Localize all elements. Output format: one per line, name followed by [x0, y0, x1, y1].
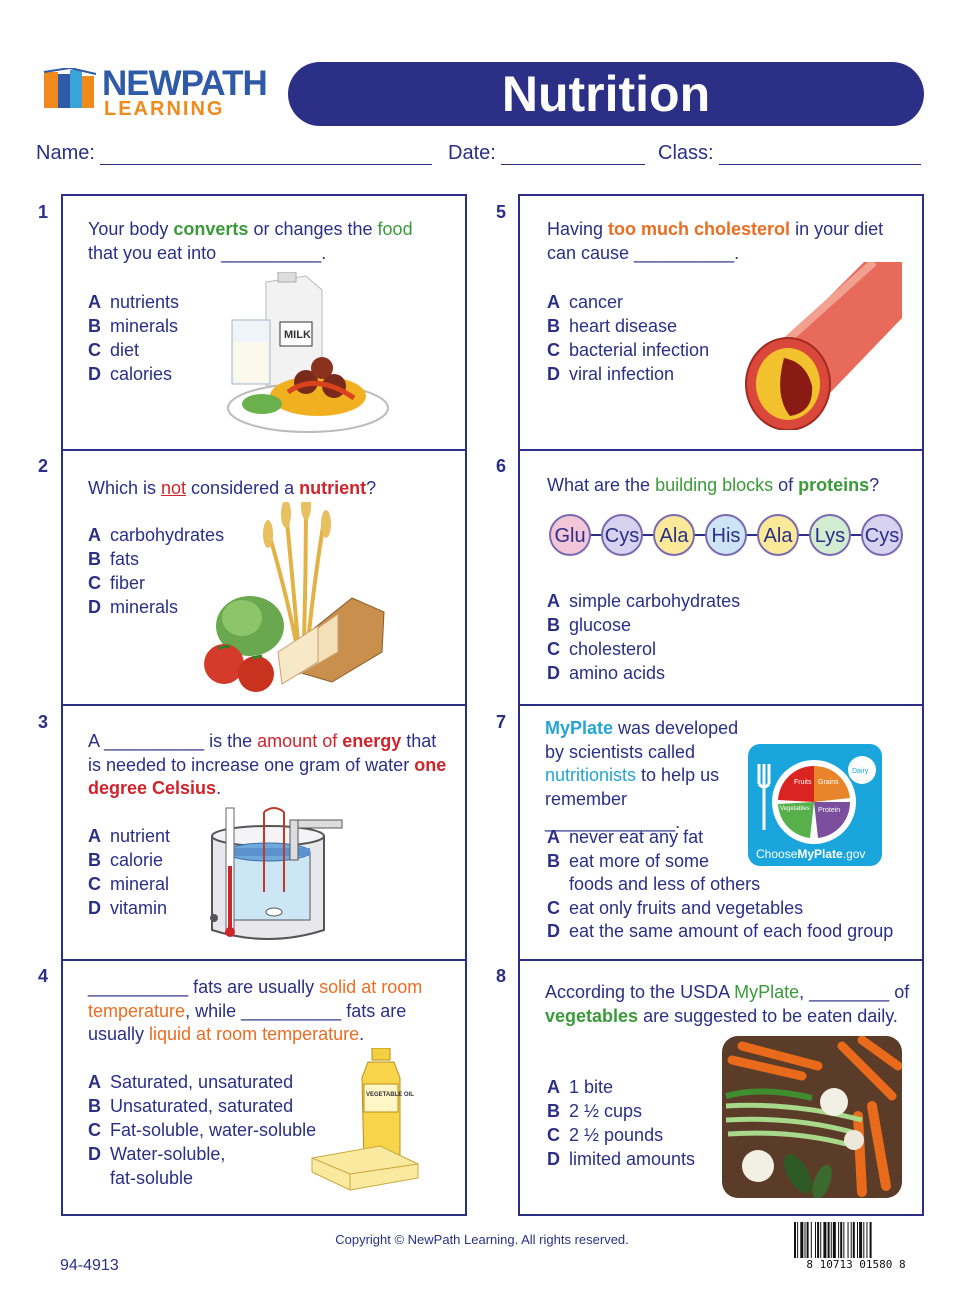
amino-acid-his: [706, 515, 746, 555]
copyright-notice: Copyright © NewPath Learning. All rights reserved.: [335, 1232, 629, 1247]
barcode-bar: [870, 1222, 872, 1258]
option-b[interactable]: B minerals: [88, 316, 179, 336]
barcode-bar: [866, 1222, 867, 1258]
option-d[interactable]: D minerals: [88, 597, 179, 617]
amino-acid-glu: [550, 515, 590, 555]
barcode-bar: [817, 1222, 819, 1258]
barcode-bar: [828, 1222, 830, 1258]
amino-acid-chain: [548, 513, 904, 557]
barcode-bar: [815, 1222, 816, 1258]
product-code: 94-4913: [60, 1257, 119, 1274]
option-d[interactable]: D limited amounts: [547, 1149, 696, 1169]
barcode-bar: [811, 1222, 812, 1258]
barcode-bar: [853, 1222, 855, 1258]
class-field[interactable]: [719, 143, 921, 165]
barcode-bar: [833, 1222, 836, 1258]
question-text: MyPlate was developed by scientists called nutritionists to help us remember _____________.: [545, 718, 739, 832]
class-label: Class:: [658, 142, 714, 164]
barcode: [784, 1222, 928, 1274]
option-a[interactable]: A never eat any fat: [547, 827, 704, 847]
artery-illustration: [744, 262, 902, 430]
barcode-bar: [823, 1222, 826, 1258]
option-a[interactable]: A Saturated, unsaturated: [88, 1072, 294, 1092]
svg-text:Fruits: Fruits: [794, 779, 812, 786]
amino-acid-ala: [654, 515, 694, 555]
barcode-bar: [797, 1222, 798, 1258]
option-d[interactable]: D amino acids: [547, 663, 666, 683]
svg-text:Protein: Protein: [818, 807, 841, 814]
question-number: 4: [38, 966, 49, 986]
answer-options: [547, 826, 893, 944]
svg-text:Ala: Ala: [763, 525, 793, 547]
question-text: A __________ is the amount of energy that is needed to increase one gram of water one degree Celsius.: [88, 731, 447, 798]
barcode-bar: [800, 1222, 803, 1258]
svg-text:Glu: Glu: [554, 525, 586, 547]
answer-options: [547, 290, 709, 386]
answer-options: [547, 589, 740, 685]
option-b[interactable]: B glucose: [547, 615, 632, 635]
option-c[interactable]: C diet: [88, 340, 140, 360]
option-d-continued: fat-soluble: [110, 1168, 194, 1188]
option-b[interactable]: B eat more of some: [547, 850, 710, 871]
question-number: 8: [496, 966, 507, 986]
option-b[interactable]: B 2 ½ cups: [547, 1101, 643, 1121]
page-title: Nutrition: [288, 62, 924, 126]
barcode-bars: [794, 1222, 918, 1258]
barcode-bar: [794, 1222, 796, 1258]
option-a[interactable]: A cancer: [547, 292, 624, 312]
question-number: 3: [38, 712, 49, 732]
option-b[interactable]: B fats: [88, 549, 140, 569]
barcode-bar: [848, 1222, 849, 1258]
barcode-bar: [859, 1222, 862, 1258]
svg-text:Lys: Lys: [814, 525, 846, 547]
milk-meal-illustration: [226, 272, 396, 436]
amino-acid-ala: [758, 515, 798, 555]
option-b-continued: foods and less of others: [569, 874, 761, 894]
option-a[interactable]: A nutrients: [88, 292, 180, 312]
option-b[interactable]: B Unsaturated, saturated: [88, 1096, 294, 1116]
newpath-logo: [42, 64, 272, 120]
option-a[interactable]: A 1 bite: [547, 1077, 614, 1097]
option-a[interactable]: A carbohydrates: [88, 525, 225, 545]
question-text: Having too much cholesterol in your diet can cause __________.: [547, 219, 884, 263]
option-d[interactable]: D eat the same amount of each food group: [547, 921, 894, 941]
svg-text:ChooseMyPlate.gov: ChooseMyPlate.gov: [756, 847, 866, 861]
option-b[interactable]: B calorie: [88, 850, 164, 870]
answer-options: [88, 824, 170, 920]
answer-options: [88, 290, 179, 386]
oil-butter-illustration: [306, 1048, 424, 1192]
barcode-bar: [805, 1222, 806, 1258]
amino-acid-cys: [862, 515, 902, 555]
barcode-bar: [843, 1222, 844, 1258]
answer-options: [88, 1070, 316, 1190]
barcode-bar: [857, 1222, 858, 1258]
vegetables-photo: [722, 1036, 902, 1198]
name-field[interactable]: [100, 143, 432, 165]
svg-text:Grains: Grains: [818, 779, 839, 786]
option-a[interactable]: A nutrient: [88, 826, 171, 846]
calorimeter-illustration: [206, 806, 346, 946]
option-b[interactable]: B heart disease: [547, 316, 678, 336]
barcode-bar: [807, 1222, 809, 1258]
question-number: 5: [496, 202, 507, 222]
option-c[interactable]: C fiber: [88, 573, 146, 593]
option-c[interactable]: C cholesterol: [547, 639, 657, 659]
option-d[interactable]: D Water-soluble,: [88, 1144, 226, 1164]
barcode-bar: [840, 1222, 842, 1258]
option-c[interactable]: C 2 ½ pounds: [547, 1125, 664, 1145]
question-text: Your body converts or changes the food that you eat into __________.: [88, 219, 413, 263]
question-number: 6: [496, 456, 507, 476]
barcode-bar: [838, 1222, 839, 1258]
question-number: 1: [38, 202, 49, 222]
option-c[interactable]: C eat only fruits and vegetables: [547, 897, 804, 918]
svg-text:His: His: [711, 525, 741, 547]
question-text: Which is not considered a nutrient?: [88, 478, 377, 498]
option-d[interactable]: D calories: [88, 364, 173, 384]
barcode-bar: [820, 1222, 821, 1258]
question-text: According to the USDA MyPlate, ________ of vegetables are suggested to be eaten daily.: [545, 982, 910, 1026]
question-text: __________ fats are usually solid at room temperature, while __________ fats are usually liquid at room temperature.: [88, 977, 423, 1044]
barcode-bar: [831, 1222, 832, 1258]
option-c[interactable]: C Fat-soluble, water-soluble: [88, 1120, 317, 1140]
barcode-bar: [863, 1222, 864, 1258]
date-label: Date:: [448, 142, 496, 164]
svg-text:Cys: Cys: [604, 525, 640, 547]
date-field[interactable]: [501, 143, 645, 165]
amino-acid-lys: [810, 515, 850, 555]
bread-vegetables-illustration: [202, 502, 392, 694]
svg-text:Cys: Cys: [864, 525, 900, 547]
logo-wordmark-top: NEWPATH: [102, 64, 267, 103]
name-label: Name:: [36, 142, 95, 164]
svg-text:Ala: Ala: [659, 525, 689, 547]
question-text: What are the building blocks of proteins?: [547, 475, 880, 495]
question-number: 7: [496, 712, 507, 732]
option-d[interactable]: D vitamin: [88, 898, 168, 918]
answer-options: [547, 1075, 695, 1171]
books-icon: [42, 68, 98, 112]
option-c[interactable]: C mineral: [88, 874, 170, 894]
barcode-bar: [851, 1222, 852, 1258]
question-number: 2: [38, 456, 49, 476]
option-d[interactable]: D viral infection: [547, 364, 675, 384]
logo-wordmark-bottom: LEARNING: [104, 98, 225, 120]
svg-text:Vegetables: Vegetables: [780, 806, 810, 812]
svg-text:Dairy: Dairy: [852, 768, 869, 775]
option-a[interactable]: A simple carbohydrates: [547, 591, 741, 611]
svg-text:VEGETABLE OIL: VEGETABLE OIL: [366, 1092, 414, 1098]
svg-text:MILK: MILK: [284, 329, 311, 341]
barcode-number: 8 10713 01580 8: [806, 1258, 906, 1271]
option-c[interactable]: C bacterial infection: [547, 340, 710, 360]
amino-acid-cys: [602, 515, 642, 555]
